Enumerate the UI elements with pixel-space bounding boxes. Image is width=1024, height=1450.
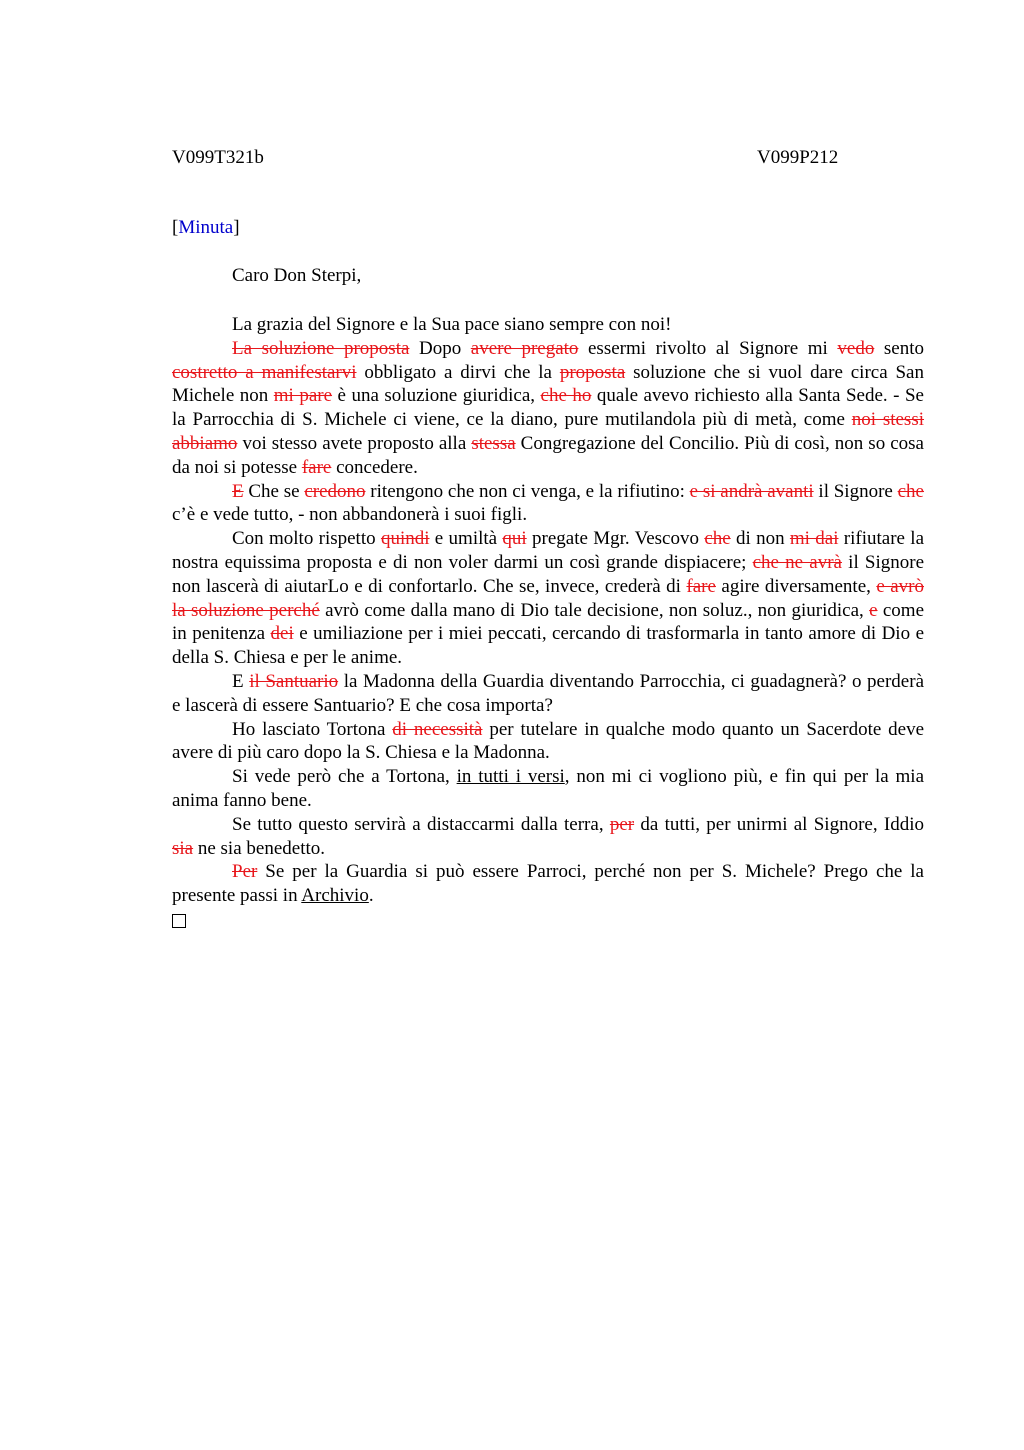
document-header <box>172 147 924 171</box>
paragraph <box>172 480 924 528</box>
paragraph <box>172 313 924 337</box>
deleted-text: dei <box>270 623 294 645</box>
deleted-text: e avrò la soluzione perché <box>172 575 924 621</box>
deleted-text: il Santuario <box>249 670 339 692</box>
text-segment: come in penitenza <box>172 599 924 645</box>
text-segment: essermi rivolto al Signore mi <box>578 337 838 359</box>
deleted-text: Per <box>232 861 258 883</box>
deleted-text: quindi <box>380 528 430 550</box>
deleted-text: di necessità <box>392 718 483 740</box>
text-segment: soluzione che si vuol dare circa San Michele non <box>172 361 924 407</box>
deleted-text: qui <box>502 528 527 550</box>
deleted-text: avere pregato <box>470 337 579 359</box>
text-segment: Se per la Guardia si può essere Parroci, perché non per S. Michele? Prego che la presente passi in <box>172 861 924 907</box>
letter-body <box>172 313 924 935</box>
text-segment: ne sia benedetto. <box>193 837 326 859</box>
text-segment: ritengono che non ci venga, e la rifiutino: <box>365 480 690 502</box>
paragraph <box>172 527 924 670</box>
text-segment: sento <box>874 337 924 359</box>
text-segment: avrò come dalla mano di Dio tale decisione, non soluz., non giuridica, <box>319 599 870 621</box>
deleted-text: stessa <box>471 432 516 454</box>
text-segment: . <box>368 885 374 907</box>
text-segment: Si vede però che a Tortona, <box>232 766 457 788</box>
deleted-text: noi stessi abbiamo <box>172 409 924 454</box>
text-segment: concedere. <box>331 456 418 478</box>
text-segment: Dopo <box>409 337 471 359</box>
deleted-text: e si andrà avanti <box>689 480 814 502</box>
deleted-text: La soluzione proposta <box>232 337 410 359</box>
deleted-text: proposta <box>559 361 626 383</box>
text-segment: agire diversamente, <box>715 575 877 597</box>
paragraph <box>172 765 924 813</box>
text-segment: , non mi ci vogliono più, e fin qui per la mia anima fanno bene. <box>172 766 925 811</box>
text-segment: e umiliazione per i miei peccati, cercando di trasformarla in tanto amore di Dio e della S. Chiesa e per le anime. <box>172 623 924 669</box>
text-segment: il Signore <box>813 480 898 502</box>
text-segment: Congregazione del Concilio. Più di così, non so cosa da noi si potesse <box>172 432 924 478</box>
paragraph <box>172 813 924 861</box>
greeting: Caro Don Sterpi, <box>232 265 362 286</box>
deleted-text: E <box>232 480 244 502</box>
text-segment: di non <box>730 528 790 550</box>
deleted-text: mi dai <box>789 528 839 550</box>
text-segment: c’è e vede tutto, - non abbandonerà i suoi figli. <box>172 504 528 526</box>
deleted-text: che <box>704 528 731 550</box>
text-segment: E <box>232 670 250 692</box>
text-segment: pregate Mgr. Vescovo <box>526 528 705 550</box>
text-segment: per tutelare in qualche modo quanto un Sacerdote deve avere di più caro dopo la S. Chiesa e la Madonna. <box>172 718 925 764</box>
deleted-text: che ho <box>540 385 592 407</box>
paragraph <box>172 337 924 480</box>
deleted-text: mi pare <box>273 385 333 407</box>
deleted-text: costretto a manifestarvi <box>172 361 357 383</box>
text-segment: quale avevo richiesto alla Santa Sede. - Se la Parrocchia di S. Michele ci viene, ce la diano, pure mutilandola più di metà, come <box>172 385 924 431</box>
text-segment: Se tutto questo servirà a distaccarmi dalla terra, <box>232 813 610 835</box>
paragraph <box>172 670 924 718</box>
underlined-text: Archivio <box>301 885 369 907</box>
right-code: V099P212 <box>757 147 839 168</box>
deleted-text: sia <box>172 837 194 859</box>
bracket-open: [ <box>172 217 179 238</box>
deleted-text: per <box>609 813 635 835</box>
deleted-text: credono <box>304 480 366 502</box>
minuta-word: Minuta <box>178 217 234 238</box>
text-segment: Ho lasciato Tortona <box>232 718 393 740</box>
minuta-label <box>172 217 240 239</box>
text-segment: è una soluzione giuridica, <box>332 385 541 407</box>
text-segment: da tutti, per unirmi al Signore, Iddio <box>634 813 924 835</box>
bracket-close: ] <box>233 217 240 238</box>
text-segment: Con molto rispetto <box>232 528 381 550</box>
text-segment: La grazia del Signore e la Sua pace siano sempre con noi! <box>232 314 672 335</box>
text-segment: obbligato a dirvi che la <box>356 361 560 383</box>
deleted-text: e <box>869 599 878 621</box>
text-segment: la Madonna della Guardia diventando Parrocchia, ci guadagnerà? o perderà e lascerà di essere Santuario? E che cosa importa? <box>172 670 924 716</box>
left-code: V099T321b <box>172 147 264 168</box>
end-square-icon <box>172 914 186 928</box>
paragraph <box>172 860 924 908</box>
paragraph <box>172 718 924 766</box>
deleted-text: vedo <box>837 337 875 359</box>
deleted-text: che ne avrà <box>752 551 842 573</box>
text-segment: rifiutare la nostra equissima proposta e di non voler darmi un così grande dispiacere; <box>172 528 925 573</box>
deleted-text: fare <box>686 575 716 597</box>
text-segment: voi stesso avete proposto alla <box>237 432 472 454</box>
text-segment: il Signore non lascerà di aiutarLo e di confortarlo. Che se, invece, crederà di <box>172 551 924 597</box>
text-segment: Che se <box>243 480 305 502</box>
deleted-text: che <box>897 480 924 502</box>
underlined-text: in tutti i versi <box>456 766 565 788</box>
deleted-text: fare <box>301 456 332 478</box>
text-segment: e umiltà <box>429 528 503 550</box>
